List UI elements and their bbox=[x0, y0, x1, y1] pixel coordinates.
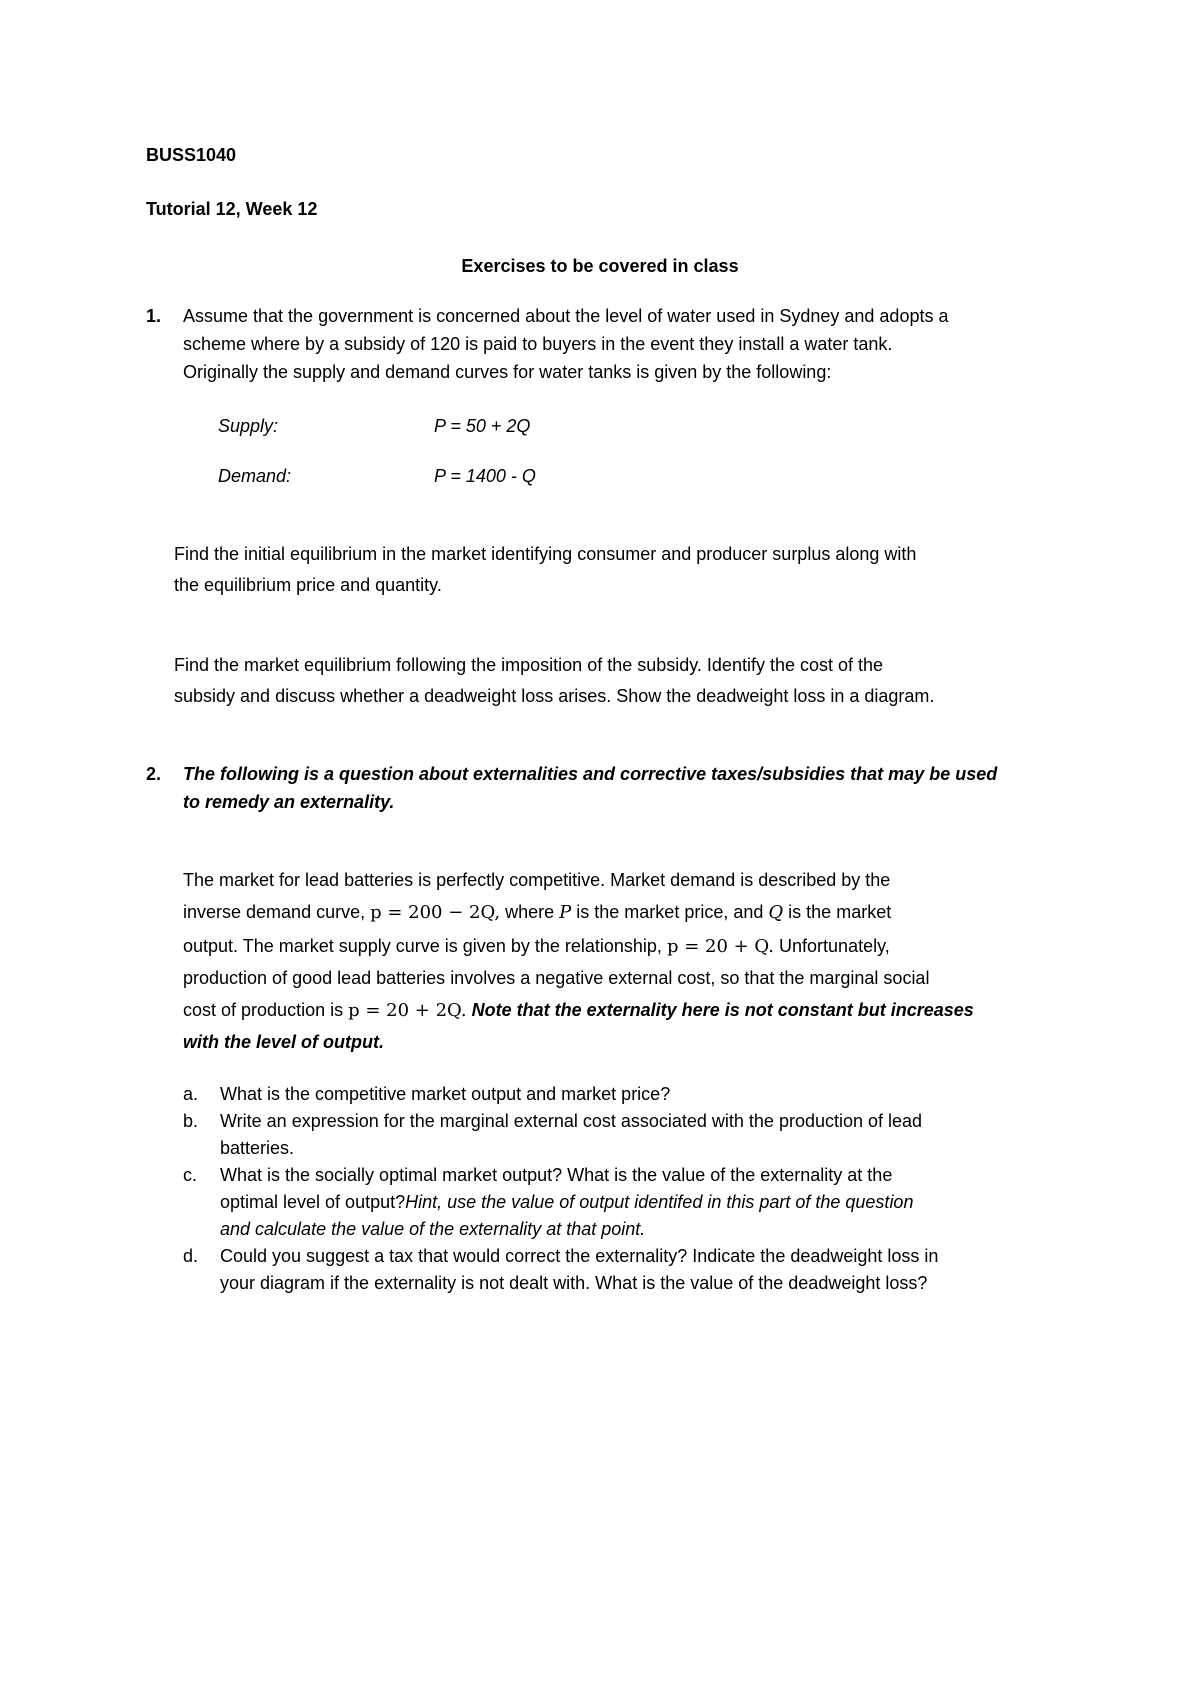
q1-line-1: Assume that the government is concerned about the level of water used in Sydney and adopts a bbox=[183, 306, 949, 326]
q1-line-2: scheme where by a subsidy of 120 is paid to buyers in the event they install a water tank. bbox=[183, 334, 893, 354]
q2-l2-text-a: inverse demand curve, bbox=[183, 902, 366, 922]
section-title: Exercises to be covered in class bbox=[461, 256, 739, 276]
supply-label: Supply: bbox=[218, 416, 279, 436]
quantity-symbol: Q bbox=[768, 902, 784, 923]
q1-para2-line-1: Find the market equilibrium following the imposition of the subsidy. Identify the cost of the bbox=[174, 655, 884, 675]
demand-label: Demand: bbox=[218, 466, 292, 486]
q2-para-line-2 bbox=[183, 898, 891, 927]
q2-l5-note: Note that the externality here is not constant but increases bbox=[471, 1000, 974, 1020]
q2-number: 2. bbox=[146, 764, 162, 784]
item-c-line-2 bbox=[220, 1188, 913, 1216]
q1-para1-line-1: Find the initial equilibrium in the market identifying consumer and producer surplus along with bbox=[174, 544, 917, 564]
q2-l3-text-b: Unfortunately, bbox=[779, 936, 890, 956]
q2-para-line-3 bbox=[183, 932, 890, 961]
q2-para-line-6: with the level of output. bbox=[183, 1032, 384, 1052]
supply-equation: P = 50 + 2Q bbox=[434, 416, 531, 436]
q2-para-line-1: The market for lead batteries is perfectly competitive. Market demand is described by the bbox=[183, 870, 891, 890]
item-c-letter: c. bbox=[183, 1165, 198, 1185]
marginal-social-cost-equation: p = 20 + 2Q. bbox=[348, 1000, 467, 1021]
q2-l3-text-a: output. The market supply curve is given by the relationship, bbox=[183, 936, 662, 956]
item-d-line-2: your diagram if the externality is not dealt with. What is the value of the deadweight loss? bbox=[220, 1273, 928, 1293]
item-b-line-1: Write an expression for the marginal external cost associated with the production of lead bbox=[220, 1111, 923, 1131]
q2-para-line-4: production of good lead batteries involves a negative external cost, so that the marginal social bbox=[183, 968, 930, 988]
item-c-line-1: What is the socially optimal market output? What is the value of the externality at the bbox=[220, 1165, 893, 1185]
item-d-letter: d. bbox=[183, 1246, 199, 1266]
q1-para1-line-2: the equilibrium price and quantity. bbox=[174, 575, 442, 595]
item-a-text: What is the competitive market output and market price? bbox=[220, 1084, 671, 1104]
demand-curve-equation: p = 200 − 2Q, bbox=[370, 902, 501, 923]
q1-line-3: Originally the supply and demand curves for water tanks is given by the following: bbox=[183, 362, 832, 382]
item-d-line-1: Could you suggest a tax that would correct the externality? Indicate the deadweight loss in bbox=[220, 1246, 939, 1266]
item-c-line-2a: optimal level of output? bbox=[220, 1192, 406, 1212]
q2-l2-text-d: is the market bbox=[788, 902, 892, 922]
q2-intro-line-2: to remedy an externality. bbox=[183, 792, 395, 812]
q2-l5-text-a: cost of production is bbox=[183, 1000, 344, 1020]
item-a-letter: a. bbox=[183, 1084, 199, 1104]
q1-number: 1. bbox=[146, 306, 162, 326]
item-c-hint: Hint, use the value of output identifed in this part of the question bbox=[405, 1192, 914, 1212]
q2-para-line-5 bbox=[183, 996, 974, 1025]
price-symbol: P bbox=[559, 902, 572, 923]
q2-l2-text-b: where bbox=[505, 902, 555, 922]
tutorial-title: Tutorial 12, Week 12 bbox=[146, 199, 318, 219]
q2-intro-line-1: The following is a question about externalities and corrective taxes/subsidies that may be used bbox=[183, 764, 998, 784]
supply-curve-equation: p = 20 + Q. bbox=[666, 936, 775, 957]
item-c-line-3: and calculate the value of the externality at that point. bbox=[220, 1219, 646, 1239]
item-b-line-2: batteries. bbox=[220, 1138, 295, 1158]
item-b-letter: b. bbox=[183, 1111, 199, 1131]
demand-equation: P = 1400 - Q bbox=[434, 466, 536, 486]
course-code: BUSS1040 bbox=[146, 145, 237, 165]
q1-para2-line-2: subsidy and discuss whether a deadweight loss arises. Show the deadweight loss in a diagram. bbox=[174, 686, 935, 706]
q2-l2-text-c: is the market price, and bbox=[576, 902, 764, 922]
